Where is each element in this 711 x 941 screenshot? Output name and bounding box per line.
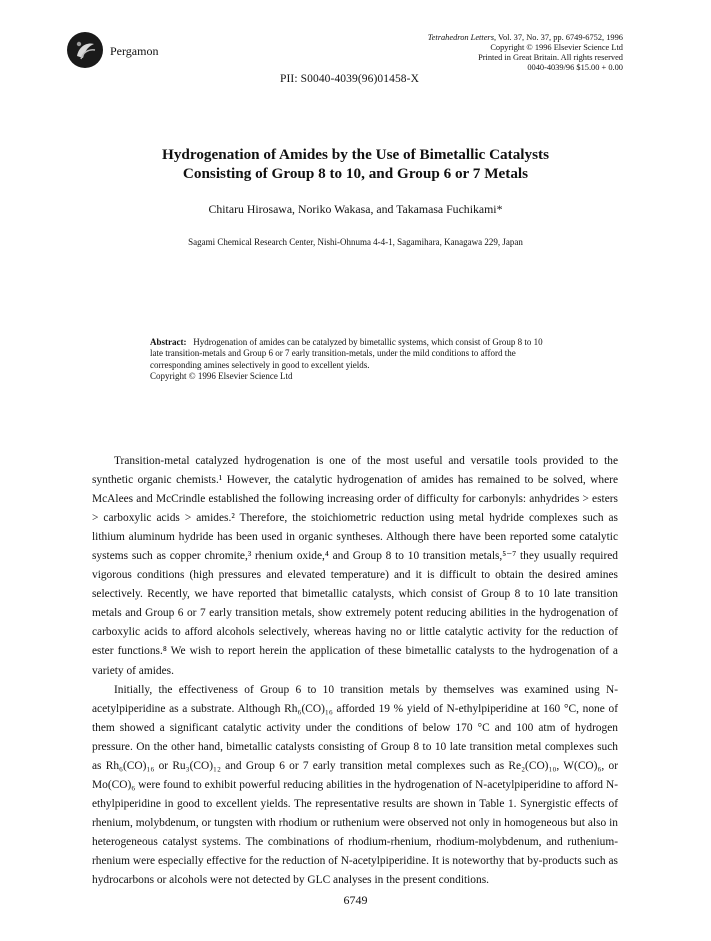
- paragraph-2: Initially, the effectiveness of Group 6 to 10 transition metals by themselves was examined using N-acetylpiperidine as a substrate. Although Rh₆(CO)₁₆ afforded 19 % yield of N-ethylpiperidine at 160 °C, none of them showed a significant catalytic activity under the conditions of below 170 °C and 100 atm of hydrogen pressure. On the other hand, bimetallic catalysts consisting of Group 8 to 10 late transition metal complexes such as Rh₆(CO)₁₆ or Ru₃(CO)₁₂ and Group 6 or 7 early transition metal complexes such as Re₂(CO)₁₀, W(CO)₆, or Mo(CO)₆ were found to exhibit powerful reducing abilities in the hydrogenation of N-acetylpiperidine to afford N-ethylpiperidine in good to excellent yields. The representative results are shown in Table 1. Synergistic effects of rhenium, molybdenum, or tungsten with rhodium or ruthenium were observed not only in homogeneous but also in heterogeneous catalyst systems. The combinations of rhodium-rhenium, rhodium-molybdenum, and ruthenium-rhenium were especially effective for the reduction of N-acetylpiperidine. It is noteworthy that by-products such as hydrocarbons or alcohols were not detected by GLC analyses in the present conditions.: [92, 683, 618, 887]
- copyright-line: Copyright © 1996 Elsevier Science Ltd: [490, 43, 623, 52]
- journal-name: Tetrahedron Letters: [427, 33, 494, 42]
- abstract-label: Abstract:: [150, 337, 187, 347]
- abstract: [150, 337, 550, 383]
- publisher-name: Pergamon: [110, 44, 159, 58]
- price-code: 0040-4039/96 $15.00 + 0.00: [527, 63, 623, 72]
- abstract-text: Hydrogenation of amides can be catalyzed by bimetallic systems, which consist of Group 8 to 10 late transition-metals and Group 6 or 7 early transition-metals, under the mild conditions to afford the corresponding amines selectively in good to excellent yields.: [150, 337, 543, 370]
- title-line-2: Consisting of Group 8 to 10, and Group 6 or 7 Metals: [182, 165, 529, 182]
- printed-line: Printed in Great Britain. All rights reserved: [478, 53, 623, 62]
- paper-title: [0, 145, 711, 183]
- citation: , Vol. 37, No. 37, pp. 6749-6752, 1996: [493, 33, 623, 42]
- publication-info: [428, 33, 623, 73]
- abstract-copyright: Copyright © 1996 Elsevier Science Ltd: [150, 371, 293, 382]
- pii-identifier: PII: S0040-4039(96)01458-X: [280, 73, 419, 85]
- publisher-logo: [67, 32, 103, 68]
- title-line-1: Hydrogenation of Amides by the Use of Bimetallic Catalysts: [162, 146, 549, 163]
- body-text: [92, 452, 618, 890]
- authors: Chitaru Hirosawa, Noriko Wakasa, and Takamasa Fuchikami*: [208, 202, 503, 216]
- affiliation: Sagami Chemical Research Center, Nishi-Ohnuma 4-4-1, Sagamihara, Kanagawa 229, Japan: [188, 237, 523, 247]
- paragraph-1: Transition-metal catalyzed hydrogenation is one of the most useful and versatile tools provided to the synthetic organic chemists.¹ However, the catalytic hydrogenation of amides has remained to be solved, where McAlees and McCrindle established the following increasing order of difficulty for carbonyls: anhydrides > esters > carboxylic acids > amides.² Therefore, the stoichiometric reduction using metal hydride complexes such as lithium aluminum hydride has been used in organic syntheses. Although there have been reported some catalytic systems such as copper chromite,³ rhenium oxide,⁴ and Group 8 to 10 transition metals,⁵⁻⁷ they usually required vigorous conditions (high pressures and elevated temperature) and it is difficult to obtain the desired amines selectively. Recently, we have reported that bimetallic catalysts, which consist of Group 8 to 10 late transition metals and Group 6 or 7 early transition metals, show extremely potent reducing abilities in the hydrogenation of carboxylic acids to afford alcohols selectively, whereas having no or little catalytic activity for the reduction of ester functions.⁸ We wish to report herein the application of these bimetallic catalysts to the hydrogenation of a variety of amides.: [92, 455, 618, 677]
- page-number: 6749: [343, 893, 368, 907]
